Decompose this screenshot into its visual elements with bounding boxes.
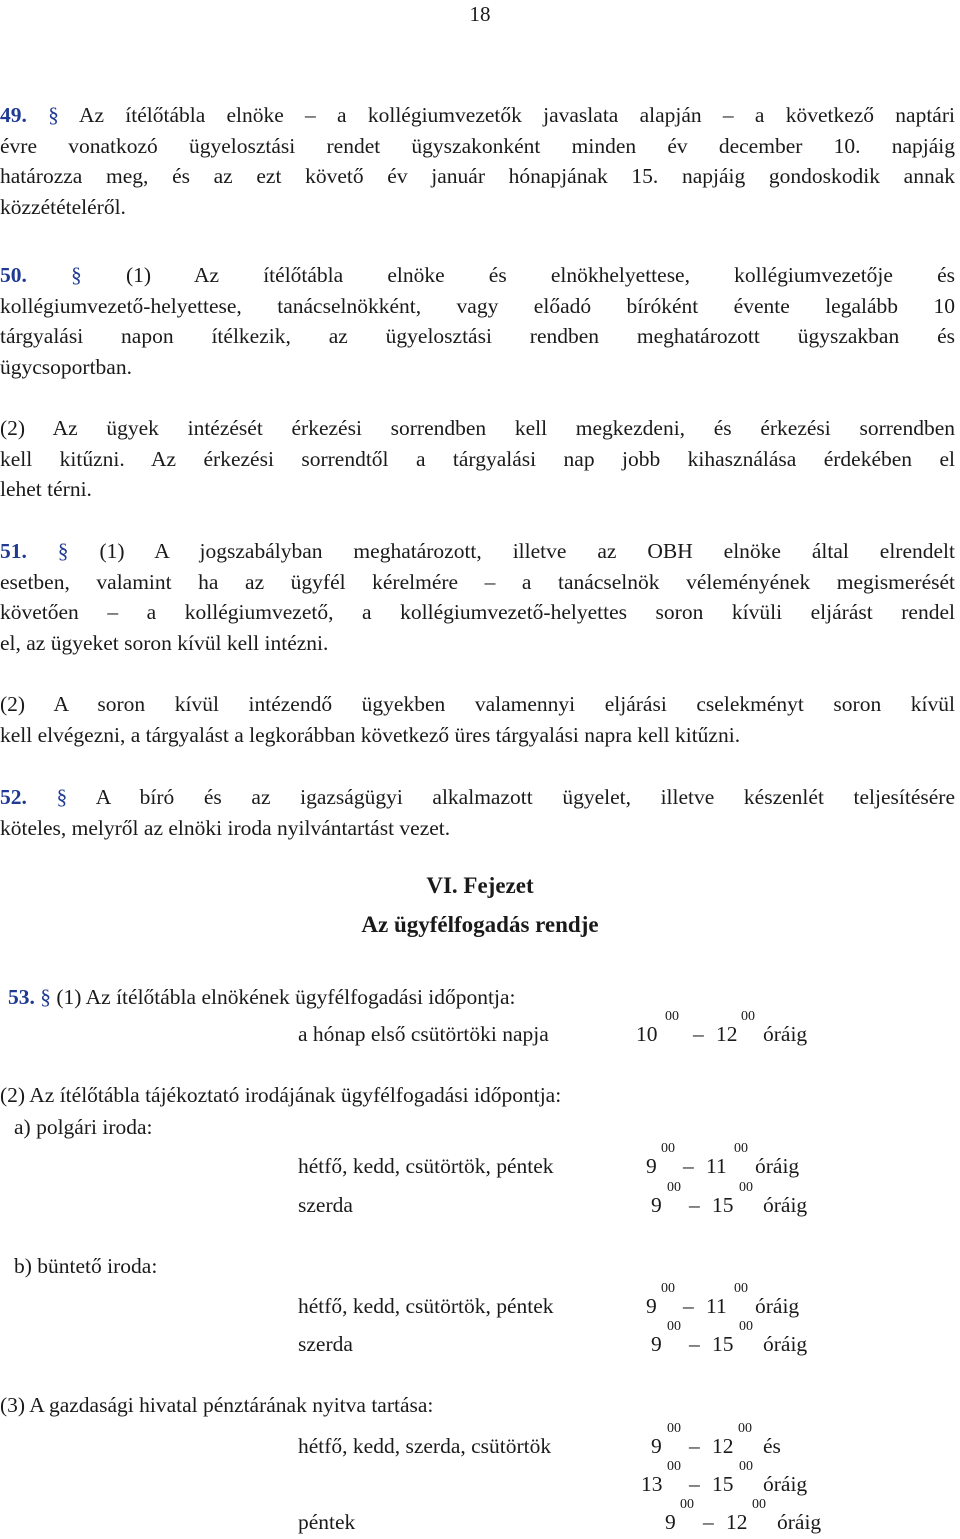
hours-from-minutes: 00: [680, 1497, 694, 1512]
paragraph-line: tárgyalási napon ítélkezik, az ügyelosztási rendben meghatározott ügyszakban és: [0, 324, 955, 348]
hours-to: 12: [716, 1022, 738, 1046]
hours-to: 12: [712, 1434, 734, 1458]
paragraph-line: 50. § (1) Az ítélőtábla elnöke és elnökhelyettese, kollégiumvezetője és: [0, 263, 955, 287]
hours-from: 9: [651, 1332, 662, 1356]
hours-suffix: óráig: [777, 1510, 822, 1534]
paragraph-line: közzétételéről.: [0, 194, 126, 219]
section-number: 50.: [0, 263, 27, 287]
section-sign: §: [40, 985, 51, 1009]
paragraph-line: 49. § Az ítélőtábla elnöke – a kollégiumvezetők javaslata alapján – a következő naptári: [0, 103, 955, 127]
section-number: 49.: [0, 103, 27, 127]
hours-from-minutes: 00: [661, 1281, 675, 1296]
paragraph-line: (2) Az ügyek intézését érkezési sorrendben kell megkezdeni, és érkezési sorrendben: [0, 416, 955, 440]
paragraph-line: (2) A soron kívül intézendő ügyekben valamennyi eljárási cselekményt soron kívül: [0, 692, 955, 716]
hours-to-minutes: 00: [734, 1281, 748, 1296]
hours-label: péntek: [298, 1510, 356, 1534]
section-number: 53.: [8, 985, 35, 1009]
hours-from-minutes: 00: [667, 1180, 681, 1195]
paragraph-line: határozza meg, és az ezt követő év január hónapjának 15. napjáig gondoskodik annak: [0, 164, 955, 188]
hours-dash: –: [689, 1472, 700, 1496]
criminal-office-label: b) büntető iroda:: [14, 1254, 158, 1278]
hours-to: 15: [712, 1332, 734, 1356]
hours-to-minutes: 00: [752, 1497, 766, 1512]
hours-dash: –: [689, 1332, 700, 1356]
section-50-2: [0, 413, 955, 505]
hours-to: 11: [706, 1154, 727, 1178]
hours-from: 9: [665, 1510, 676, 1534]
hours-to: 11: [706, 1294, 727, 1318]
hours-to: 15: [712, 1193, 734, 1217]
section-52: [0, 782, 955, 843]
hours-to-minutes: 00: [739, 1180, 753, 1195]
hours-label: szerda: [298, 1193, 353, 1217]
hours-suffix: óráig: [763, 1472, 808, 1496]
civil-office-label: a) polgári iroda:: [14, 1115, 153, 1139]
paragraph-line: esetben, valamint ha az ügyfél kérelmére – a tanácselnök véleményének megismerését: [0, 569, 955, 594]
hours-to-minutes: 00: [741, 1009, 755, 1024]
hours-suffix: és: [763, 1434, 781, 1458]
paragraph-line: ügycsoportban.: [0, 354, 132, 379]
hours-suffix: óráig: [763, 1193, 808, 1217]
hours-from: 9: [646, 1294, 657, 1318]
hours-label: hétfő, kedd, csütörtök, péntek: [298, 1154, 554, 1178]
hours-to: 15: [712, 1472, 734, 1496]
hours-suffix: óráig: [763, 1332, 808, 1356]
hours-suffix: óráig: [755, 1154, 800, 1178]
paragraph-line: lehet térni.: [0, 477, 92, 501]
hours-to-minutes: 00: [734, 1141, 748, 1156]
hours-to: 12: [726, 1510, 748, 1534]
hours-dash: –: [703, 1510, 714, 1534]
hours-to-minutes: 00: [739, 1459, 753, 1474]
chapter-title: Az ügyfélfogadás rendje: [361, 912, 599, 937]
subsection-2: (2) Az ítélőtábla tájékoztató irodájának ügyfélfogadási időpontja:: [0, 1083, 562, 1107]
section-50-1: [0, 260, 955, 382]
paragraph-line: kell elvégezni, a tárgyalást a legkorábban következő üres tárgyalási napra kell kitűzni.: [0, 722, 741, 747]
section-sign: §: [56, 785, 68, 809]
paragraph-line: 52. § A bíró és az igazságügyi alkalmazott ügyelet, illetve készenlét teljesítésére: [0, 785, 956, 809]
hours-label: hétfő, kedd, csütörtök, péntek: [298, 1294, 554, 1318]
paragraph-line: követően – a kollégiumvezető, a kollégiumvezető-helyettes soron kívüli eljárást rendel: [0, 600, 955, 624]
paragraph-line: kell kitűzni. Az érkezési sorrendtől a tárgyalási nap jobb kihasználása érdekében el: [0, 446, 955, 471]
hours-dash: –: [693, 1022, 704, 1046]
page-number: 18: [469, 2, 491, 26]
hours-from: 10: [636, 1022, 658, 1046]
paragraph-line: el, az ügyeket soron kívül kell intézni.: [0, 630, 329, 655]
hours-to-minutes: 00: [739, 1319, 753, 1334]
hours-from: 9: [646, 1154, 657, 1178]
section-number: 52.: [0, 785, 27, 809]
hours-to-minutes: 00: [738, 1421, 752, 1436]
paragraph-line: kollégiumvezető-helyettese, tanácselnökként, vagy előadó bíróként évente legalább 10: [0, 293, 955, 318]
hours-from-minutes: 00: [667, 1459, 681, 1474]
paragraph-line: köteles, melyről az elnöki iroda nyilvántartást vezet.: [0, 815, 451, 840]
hours-suffix: óráig: [755, 1294, 800, 1318]
hours-dash: –: [683, 1154, 694, 1178]
section-51-1: [0, 536, 955, 658]
hours-from: 13: [641, 1472, 663, 1496]
hours-suffix: óráig: [763, 1022, 808, 1046]
hours-dash: –: [689, 1193, 700, 1217]
section-sign: §: [57, 539, 69, 563]
hours-from-minutes: 00: [661, 1141, 675, 1156]
hours-dash: –: [689, 1434, 700, 1458]
section-51-2: [0, 689, 955, 750]
hours-label: szerda: [298, 1332, 353, 1356]
section-sign: §: [48, 103, 59, 127]
section-53-intro: 53. § (1) Az ítélőtábla elnökének ügyfélfogadási időpontja:: [8, 985, 516, 1009]
hours-dash: –: [683, 1294, 694, 1318]
section-number: 51.: [0, 539, 27, 563]
hours-from-minutes: 00: [667, 1421, 681, 1436]
hours-from-minutes: 00: [667, 1319, 681, 1334]
subsection-3: (3) A gazdasági hivatal pénztárának nyitva tartása:: [0, 1393, 434, 1417]
hours-label: hétfő, kedd, szerda, csütörtök: [298, 1434, 552, 1458]
section-49: [0, 100, 955, 222]
chapter-number: VI. Fejezet: [426, 873, 534, 898]
paragraph-line: évre vonatkozó ügyelosztási rendet ügyszakonként minden év december 10. napjáig: [0, 133, 955, 158]
paragraph-line: 51. § (1) A jogszabályban meghatározott, illetve az OBH elnöke által elrendelt: [0, 539, 956, 563]
section-sign: §: [71, 263, 82, 287]
hours-from-minutes: 00: [665, 1009, 679, 1024]
hours-from: 9: [651, 1193, 662, 1217]
hours-label: a hónap első csütörtöki napja: [298, 1022, 549, 1046]
hours-from: 9: [651, 1434, 662, 1458]
